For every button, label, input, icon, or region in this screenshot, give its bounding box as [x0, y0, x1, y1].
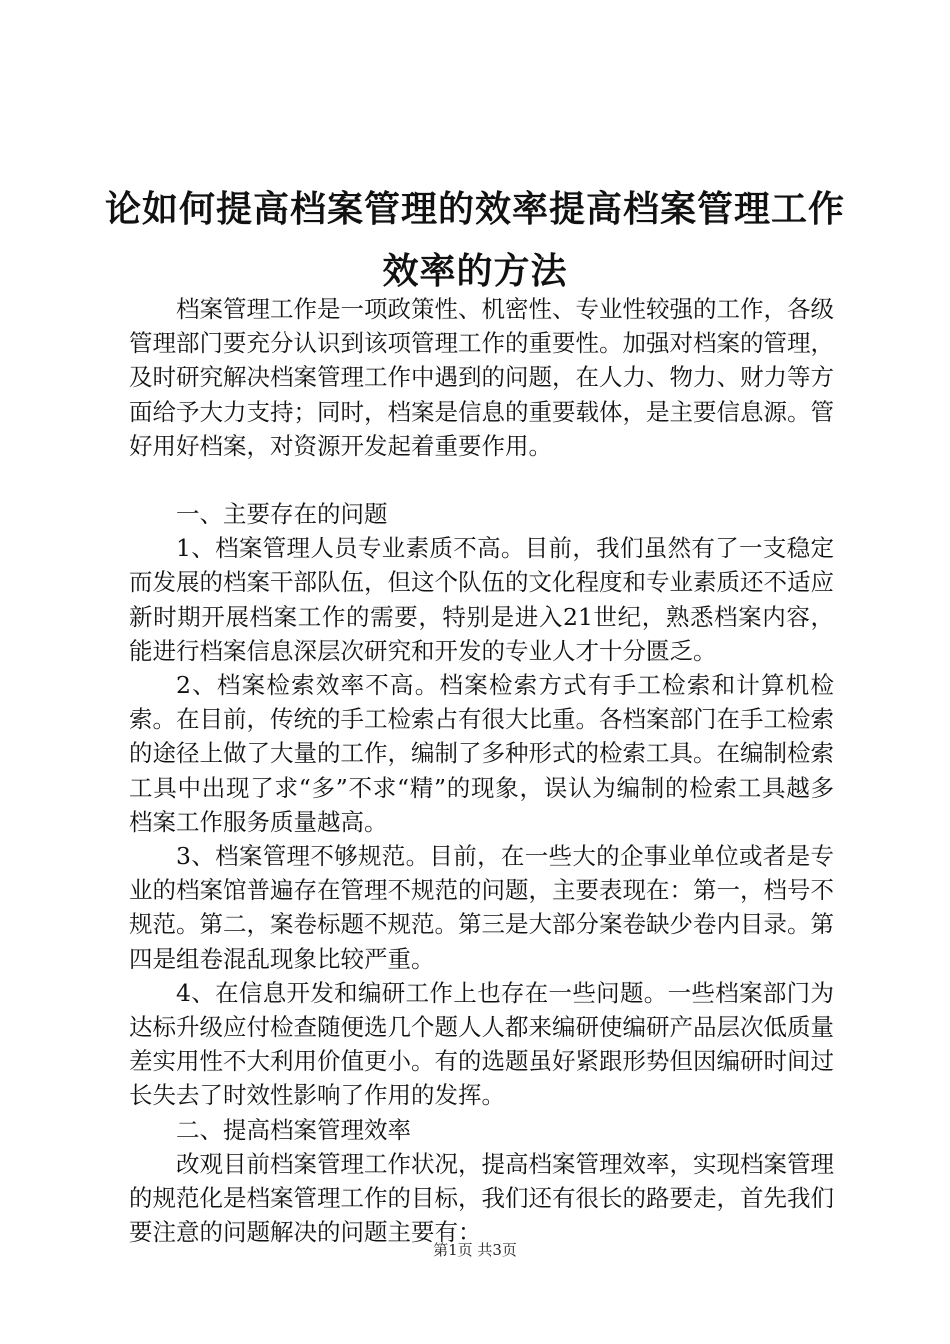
document-body [129, 292, 834, 1249]
problem-paragraph-3: 3、档案管理不够规范。目前，在一些大的企事业单位或者是专业的档案馆普遍存在管理不规范的问题，主要表现在：第一，档号不规范。第二，案卷标题不规范。第三是大部分案卷缺少卷内目录。第四是组卷混乱现象比较严重。 [129, 842, 834, 973]
intro-paragraph: 档案管理工作是一项政策性、机密性、专业性较强的工作，各级管理部门要充分认识到该项管理工作的重要性。加强对档案的管理，及时研究解决档案管理工作中遇到的问题，在人力、物力、财力等方面给予大力支持；同时，档案是信息的重要载体，是主要信息源。管好用好档案，对资源开发起着重要作用。 [129, 295, 834, 460]
problem-paragraph-2: 2、档案检索效率不高。档案检索方式有手工检索和计算机检索。在目前，传统的手工检索占有很大比重。各档案部门在手工检索的途径上做了大量的工作，编制了多种形式的检索工具。在编制检索工具中出现了求“多”不求“精”的现象，误认为编制的检索工具越多档案工作服务质量越高。 [129, 671, 834, 836]
page-number-footer: 第1页 共3页 [433, 1241, 517, 1259]
section-heading-efficiency: 二、提高档案管理效率 [176, 1115, 411, 1144]
section-heading-problems: 一、主要存在的问题 [176, 500, 388, 529]
problem-paragraph-4: 4、在信息开发和编研工作上也存在一些问题。一些档案部门为达标升级应付检查随便选几个题人人都来编研使编研产品层次低质量差实用性不大利用价值更小。有的选题虽好紧跟形势但因编研时间过长失去了时效性影响了作用的发挥。 [129, 978, 834, 1110]
problem-paragraph-1: 1、档案管理人员专业素质不高。目前，我们虽然有了一支稳定而发展的档案干部队伍，但这个队伍的文化程度和专业素质还不适应新时期开展档案工作的需要，特别是进入21世纪，熟悉档案内容，能进行档案信息深层次研究和开发的专业人才十分匮乏。 [129, 534, 834, 665]
efficiency-paragraph: 改观目前档案管理工作状况，提高档案管理效率，实现档案管理的规范化是档案管理工作的目标，我们还有很长的路要走，首先我们要注意的问题解决的问题主要有： [129, 1149, 834, 1247]
document-title: 论如何提高档案管理的效率提高档案管理工作效率的方法 [104, 188, 845, 292]
